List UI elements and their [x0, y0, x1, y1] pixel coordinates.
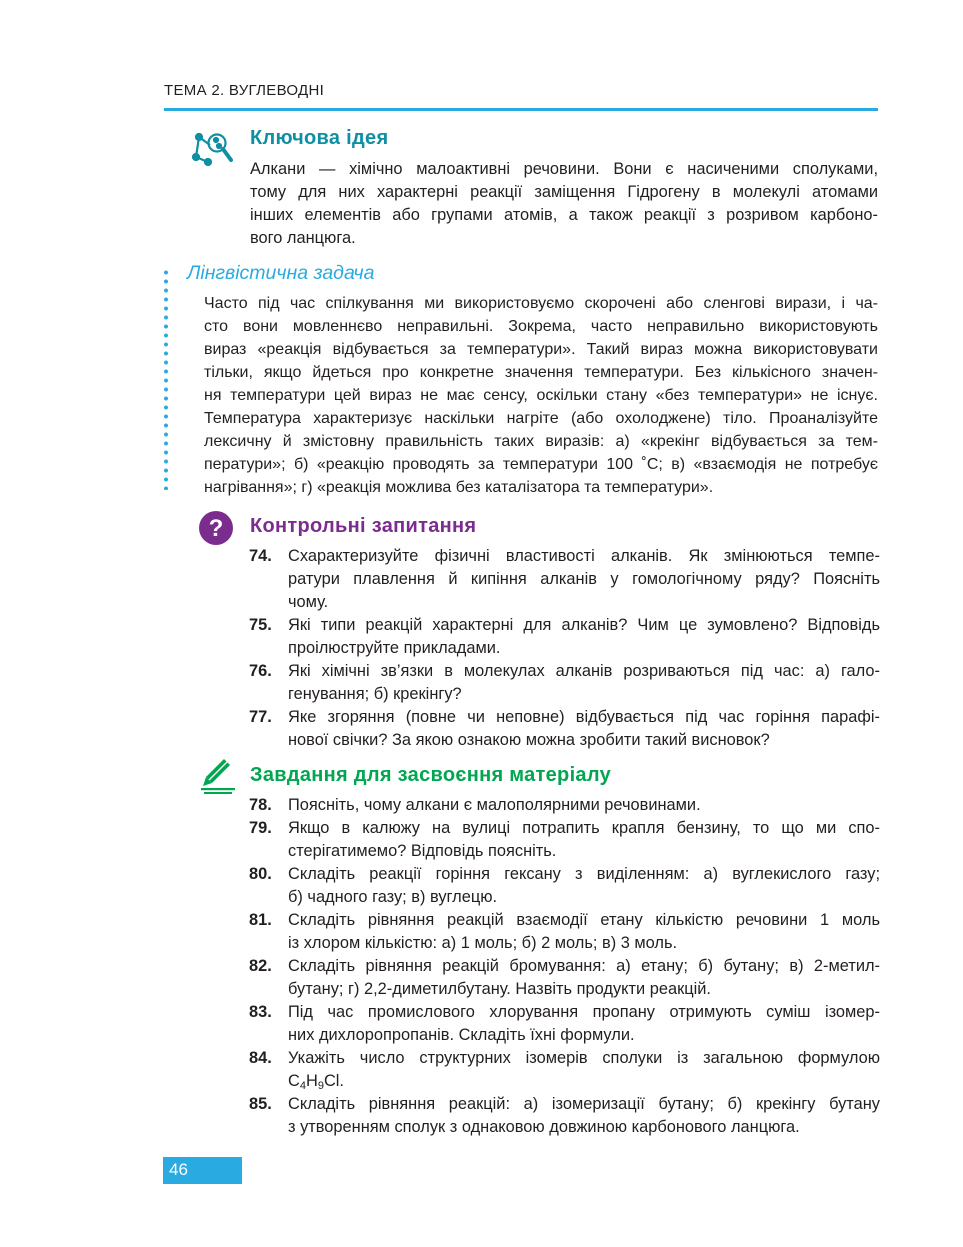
key-idea-line: Алкани — хімічно малоактивні речовини. Вони є насиченими сполуками, [250, 160, 878, 178]
question-number: 77. [249, 708, 272, 726]
key-idea-line: вого ланцюга. [250, 229, 356, 247]
formula-element: Cl. [323, 1072, 344, 1090]
formula-element: H [305, 1072, 318, 1090]
page-number-badge [163, 1157, 242, 1184]
question-line: Яке згоряння (повне чи неповне) відбувається під час горіння парафі- [288, 708, 880, 726]
task-line: Складіть рівняння реакцій бромування: а) етану; б) бутану; в) 2-метил- [288, 957, 880, 975]
linguistic-line: нагрівання»; г) «реакція можлива без каталізатора та температури». [204, 479, 714, 496]
task-number: 84. [249, 1049, 272, 1067]
linguistic-line: лексичну й змістовну правильність таких виразів: а) «крекінг відбувається за тем- [204, 433, 878, 450]
task-line: Якщо в калюжу на вулиці потрапить крапля бензину, то що ми спо- [288, 819, 880, 837]
task-number: 80. [249, 865, 272, 883]
task-line: з утворенням сполук з однаковою довжиною карбонового ланцюга. [288, 1118, 800, 1136]
question-number: 74. [249, 547, 272, 565]
question-number: 76. [249, 662, 272, 680]
task-line: стерігатимемо? Відповідь поясніть. [288, 842, 557, 860]
key-idea-text [250, 158, 878, 250]
task-line: Поясніть, чому алкани є малополярними речовинами. [288, 796, 701, 814]
task-item [246, 909, 880, 955]
question-line: нової свічки? За якою ознакою можна зробити такий висновок? [288, 731, 770, 749]
linguistic-task-text [204, 292, 878, 499]
formula-element: C [288, 1072, 300, 1090]
linguistic-line: Часто під час спілкування ми використовуємо скорочені або сленгові вирази, і ча- [204, 295, 878, 312]
task-line: Складіть реакції горіння гексану з виділенням: а) вуглекислого газу; [288, 865, 880, 883]
task-number: 81. [249, 911, 272, 929]
linguistic-line: тільки, якщо йдеться про конкретне значення температури. Без кількісного значен- [204, 364, 878, 381]
task-item [246, 863, 880, 909]
header-title: ТЕМА 2. ВУГЛЕВОДНІ [164, 82, 325, 99]
task-number: 79. [249, 819, 272, 837]
key-idea-title: Ключова ідея [250, 127, 389, 149]
task-item [246, 955, 880, 1001]
linguistic-line: сто вони мовленнєво неправильні. Зокрема, часто неправильно використовують [204, 318, 878, 335]
task-number: 82. [249, 957, 272, 975]
task-number: 78. [249, 796, 272, 814]
task-number: 85. [249, 1095, 272, 1113]
linguistic-line: ператури»; б) «реакцію проводять за температури 100 ˚С; в) «взаємодія не потребує [204, 456, 878, 473]
dotted-divider [163, 268, 169, 490]
molecule-magnifier-icon [190, 127, 234, 171]
question-number: 75. [249, 616, 272, 634]
linguistic-task-title: Лінгвістична задача [187, 262, 375, 284]
chemical-formula [288, 1070, 880, 1093]
question-item [246, 545, 880, 614]
page-header [164, 78, 878, 111]
control-questions-title: Контрольні запитання [250, 515, 477, 537]
pencil-icon [198, 757, 238, 795]
question-line: Які хімічні зв’язки в молекулах алканів розриваються під час: а) гало- [288, 662, 880, 680]
task-line: Складіть рівняння реакцій: а) ізомеризації бутану; б) крекінгу бутану [288, 1095, 880, 1113]
task-line: Складіть рівняння реакцій взаємодії етану кількістю речовини 1 моль [288, 911, 880, 929]
linguistic-line: вираз «реакція відбувається за температури». Такий вираз можна використовувати [204, 341, 878, 358]
task-item [246, 1001, 880, 1047]
tasks-list [246, 794, 880, 1139]
question-line: ратури плавлення й кипіння алканів у гомологічному ряду? Поясніть [288, 570, 880, 588]
task-item [246, 1047, 880, 1093]
task-line: Під час промислового хлорування пропану отримують суміш ізомер- [288, 1003, 880, 1021]
question-item [246, 614, 880, 660]
tasks-title: Завдання для засвоєння матеріалу [250, 764, 612, 786]
question-line: Схарактеризуйте фізичні властивості алканів. Як змінюються темпе- [288, 547, 880, 565]
key-idea-line: інших елементів або групами атомів, а також реакції з розривом карбоно- [250, 206, 878, 224]
question-item [246, 660, 880, 706]
task-item [246, 794, 880, 817]
linguistic-line: ня температури цей вираз не має сенсу, оскільки стану «без температури» не існує. [204, 387, 878, 404]
svg-text:?: ? [208, 515, 224, 542]
task-line: Укажіть число структурних ізомерів сполуки із загальною формулою [288, 1049, 880, 1067]
task-item [246, 817, 880, 863]
formula-subscript: 9 [317, 1080, 324, 1092]
formula-subscript: 4 [299, 1080, 306, 1092]
question-line: проілюструйте прикладами. [288, 639, 501, 657]
question-line: чому. [288, 593, 329, 611]
control-questions-list [246, 545, 880, 752]
task-line: б) чадного газу; в) вуглецю. [288, 888, 498, 906]
question-item [246, 706, 880, 752]
page-number: 46 [169, 1160, 188, 1179]
linguistic-line: Температура характеризує наскільки нагріте (або охолоджене) тіло. Проаналізуйте [204, 410, 878, 427]
task-item [246, 1093, 880, 1139]
task-line: бутану; г) 2,2-диметилбутану. Назвіть продукти реакцій. [288, 980, 711, 998]
task-line: них дихлоропропанів. Складіть їхні формули. [288, 1026, 635, 1044]
key-idea-line: тому для них характерні реакції заміщення Гідрогену в молекулі атомами [250, 183, 878, 201]
task-line: із хлором кількістю: а) 1 моль; б) 2 моль; в) 3 моль. [288, 934, 678, 952]
question-line: Які типи реакцій характерні для алканів? Чим це зумовлено? Відповідь [288, 616, 880, 634]
task-number: 83. [249, 1003, 272, 1021]
question-mark-icon [198, 510, 234, 546]
question-line: генування; б) крекінгу? [288, 685, 462, 703]
